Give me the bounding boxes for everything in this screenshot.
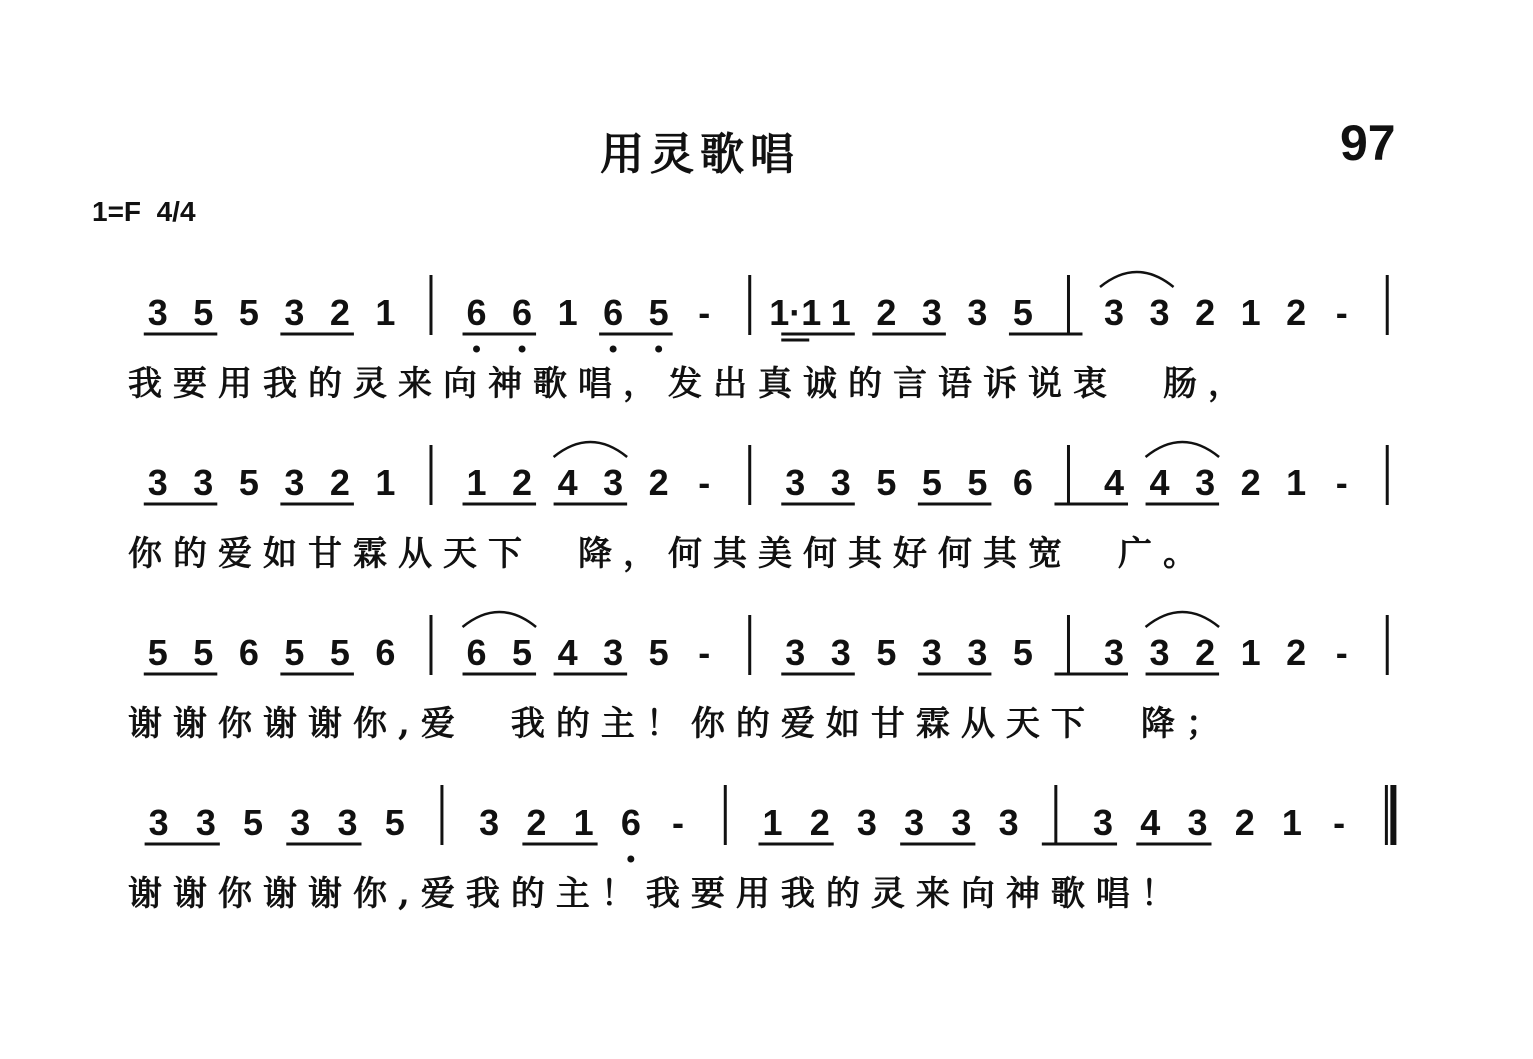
lower-octave-dot <box>473 346 480 353</box>
lyric-line-2: 你的爱如甘霖从天下 降，何其美何其好何其宽 广。 <box>128 534 1208 574</box>
note: 1 <box>1281 802 1302 843</box>
note: 3 <box>290 802 311 843</box>
note: 2 <box>1234 802 1255 843</box>
note: 1 <box>375 462 396 503</box>
note: 1 <box>1240 292 1261 333</box>
note: 4 <box>557 632 578 673</box>
note: 5 <box>284 632 305 673</box>
note: - <box>1335 632 1348 673</box>
note: 4 <box>1140 802 1161 843</box>
note: 2 <box>809 802 830 843</box>
tie-slur <box>554 442 628 457</box>
note: 3 <box>951 802 972 843</box>
note: 3 <box>785 462 806 503</box>
lower-octave-dot <box>519 346 526 353</box>
note: 3 <box>1104 292 1125 333</box>
note: 2 <box>876 292 897 333</box>
note: 5 <box>648 292 669 333</box>
note: 3 <box>284 462 305 503</box>
note: 3 <box>147 462 168 503</box>
note: 5 <box>193 632 214 673</box>
note: 1 <box>557 292 578 333</box>
hymn-number: 97 <box>1340 115 1396 171</box>
note: 5 <box>648 632 669 673</box>
note: 3 <box>337 802 358 843</box>
note: 3 <box>921 292 942 333</box>
tie-slur <box>1100 272 1174 287</box>
note: 4 <box>557 462 578 503</box>
note: 2 <box>329 462 350 503</box>
tie-slur <box>463 612 537 627</box>
note: - <box>672 802 685 843</box>
note: 3 <box>195 802 216 843</box>
note: 3 <box>998 802 1019 843</box>
note: 5 <box>329 632 350 673</box>
note: 3 <box>921 632 942 673</box>
note: 6 <box>375 632 396 673</box>
note: 3 <box>1093 802 1114 843</box>
note: 5 <box>967 462 988 503</box>
note: 2 <box>648 462 669 503</box>
note: 6 <box>603 292 624 333</box>
note: 3 <box>603 462 624 503</box>
note: 5 <box>512 632 533 673</box>
note: - <box>698 632 711 673</box>
note: 1·1 <box>769 292 822 333</box>
lower-octave-dot <box>627 856 634 863</box>
note: 3 <box>603 632 624 673</box>
tie-slur <box>1146 612 1220 627</box>
note: 3 <box>856 802 877 843</box>
note: 2 <box>1286 292 1307 333</box>
note: 3 <box>479 802 500 843</box>
note: 3 <box>830 632 851 673</box>
note: 2 <box>1195 632 1216 673</box>
lower-octave-dot <box>610 346 617 353</box>
note: 3 <box>904 802 925 843</box>
lower-octave-dot <box>655 346 662 353</box>
note: 3 <box>147 292 168 333</box>
note: 3 <box>830 462 851 503</box>
note: 5 <box>243 802 264 843</box>
note: 6 <box>1012 462 1033 503</box>
note: 3 <box>284 292 305 333</box>
note: 2 <box>1195 292 1216 333</box>
note: 3 <box>785 632 806 673</box>
lyric-line-3: 谢谢你谢谢你,爱 我的主！你的爱如甘霖从天下 降； <box>128 704 1231 744</box>
note: - <box>1335 292 1348 333</box>
note: 2 <box>526 802 547 843</box>
note: 5 <box>147 632 168 673</box>
note: 5 <box>193 292 214 333</box>
key-signature: 1=F 4/4 <box>92 196 196 227</box>
note: - <box>698 292 711 333</box>
note: 5 <box>921 462 942 503</box>
note: 1 <box>1286 462 1307 503</box>
note: 3 <box>148 802 169 843</box>
note: 6 <box>466 292 487 333</box>
note: 5 <box>238 462 259 503</box>
note: 1 <box>762 802 783 843</box>
note: 6 <box>466 632 487 673</box>
note: 5 <box>384 802 405 843</box>
note: 3 <box>1187 802 1208 843</box>
note: 3 <box>1149 632 1170 673</box>
note: 1 <box>466 462 487 503</box>
note: 3 <box>967 632 988 673</box>
note: 4 <box>1149 462 1170 503</box>
note: 2 <box>1286 632 1307 673</box>
song-title: 用灵歌唱 <box>600 129 800 180</box>
note: 2 <box>329 292 350 333</box>
note: 5 <box>1012 632 1033 673</box>
note: 1 <box>1240 632 1261 673</box>
lyric-line-4: 谢谢你谢谢你,爱我的主！我要用我的灵来向神歌唱！ <box>128 874 1186 914</box>
note: 6 <box>620 802 641 843</box>
note: - <box>1333 802 1346 843</box>
note: 3 <box>1104 632 1125 673</box>
lyric-line-1: 我要用我的灵来向神歌唱，发出真诚的言语诉说衷 肠， <box>128 364 1253 404</box>
note: 5 <box>1012 292 1033 333</box>
note: 2 <box>512 462 533 503</box>
note: 5 <box>876 632 897 673</box>
note: 5 <box>238 292 259 333</box>
note: 1 <box>375 292 396 333</box>
note: 1 <box>573 802 594 843</box>
note: 3 <box>967 292 988 333</box>
note: 3 <box>1149 292 1170 333</box>
note: - <box>1335 462 1348 503</box>
note: 4 <box>1104 462 1125 503</box>
note: - <box>698 462 711 503</box>
note: 3 <box>1195 462 1216 503</box>
note: 5 <box>876 462 897 503</box>
tie-slur <box>1146 442 1220 457</box>
note: 2 <box>1240 462 1261 503</box>
note: 6 <box>512 292 533 333</box>
note: 1 <box>830 292 851 333</box>
note: 6 <box>238 632 259 673</box>
note: 3 <box>193 462 214 503</box>
